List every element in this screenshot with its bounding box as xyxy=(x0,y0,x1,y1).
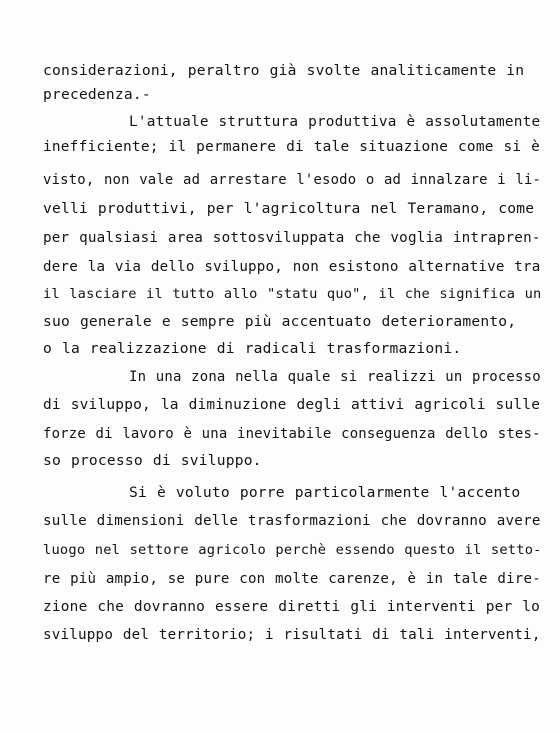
text-line: il lasciare il tutto allo "statu quo", il che significa un xyxy=(43,286,542,302)
text-line: velli produttivi, per l'agricoltura nel Teramano, come xyxy=(43,200,535,217)
text-line: suo generale e sempre più accentuato deterioramento, xyxy=(43,313,517,330)
text-line: sviluppo del territorio; i risultati di tali interventi, xyxy=(43,627,541,643)
text-line: considerazioni, peraltro già svolte analiticamente in xyxy=(43,62,525,79)
text-line: re più ampio, se pure con molte carenze, è in tale dire- xyxy=(43,571,541,587)
text-line: zione che dovranno essere diretti gli interventi per lo xyxy=(43,599,541,615)
text-line: dere la via dello sviluppo, non esistono alternative tra xyxy=(43,259,541,275)
text-line: sulle dimensioni delle trasformazioni che dovranno avere xyxy=(43,513,541,529)
text-line: Si è voluto porre particolarmente l'accento xyxy=(129,484,521,501)
text-line: L'attuale struttura produttiva è assolutamente xyxy=(129,114,541,130)
text-line: luogo nel settore agricolo perchè essendo questo il setto- xyxy=(43,542,542,558)
text-line: per qualsiasi area sottosviluppata che voglia intrapren- xyxy=(43,230,541,246)
text-line: di sviluppo, la diminuzione degli attivi agricoli sulle xyxy=(43,397,541,413)
text-line: In una zona nella quale si realizzi un processo xyxy=(129,369,541,385)
text-line: precedenza.- xyxy=(43,86,151,103)
text-line: forze di lavoro è una inevitabile conseguenza dello stes- xyxy=(43,426,541,442)
text-line: o la realizzazione di radicali trasformazioni. xyxy=(43,340,462,357)
text-line: visto, non vale ad arrestare l'esodo o ad innalzare i li- xyxy=(43,172,542,188)
text-line: inefficiente; il permanere di tale situazione come si è xyxy=(43,139,541,155)
text-line: so processo di sviluppo. xyxy=(43,452,262,469)
